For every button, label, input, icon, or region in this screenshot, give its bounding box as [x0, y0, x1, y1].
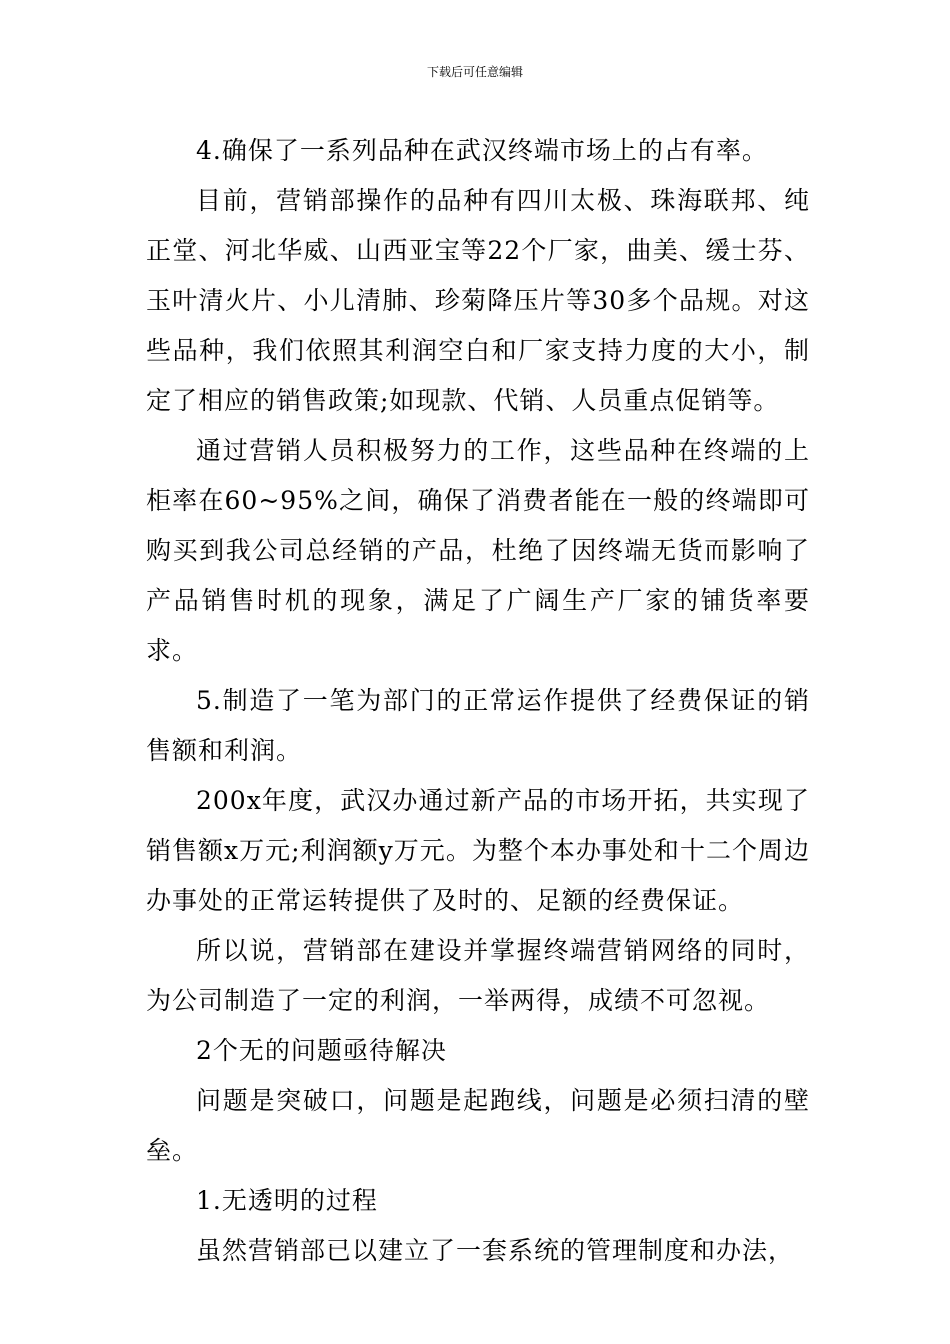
section-heading-1: 1.无透明的过程	[196, 1186, 378, 1215]
paragraph-problem-intro: 问题是突破口，问题是起跑线，问题是必须扫清的壁垒。	[146, 1086, 810, 1165]
paragraph-product-list: 目前，营销部操作的品种有四川太极、珠海联邦、纯正堂、河北华威、山西亚宝等22个厂家，曲美、缓士芬、玉叶清火片、小儿清肺、珍菊降压片等30多个品规。对这些品种，我们依照其利润空白和厂家支持力度的大小，制定了相应的销售政策;如现款、代销、人员重点促销等。	[146, 186, 810, 415]
section-heading-4: 4.确保了一系列品种在武汉终端市场上的占有率。	[196, 136, 768, 165]
paragraph-management-system: 虽然营销部已以建立了一套系统的管理制度和办法，	[196, 1236, 795, 1265]
paragraph-sales-profit: 200x年度，武汉办通过新产品的市场开拓，共实现了销售额x万元;利润额y万元。为整个本办事处和十二个周边办事处的正常运转提供了及时的、足额的经费保证。	[146, 786, 810, 915]
paragraph-conclusion: 所以说，营销部在建设并掌握终端营销网络的同时，为公司制造了一定的利润，一举两得，成绩不可忽视。	[146, 936, 810, 1015]
page-header: 下载后可任意编辑	[426, 65, 523, 79]
document-body	[146, 126, 810, 1276]
section-heading-problems: 2个无的问题亟待解决	[196, 1036, 447, 1065]
section-heading-5: 5.制造了一笔为部门的正常运作提供了经费保证的销售额和利润。	[146, 686, 810, 765]
paragraph-shelf-rate: 通过营销人员积极努力的工作，这些品种在终端的上柜率在60~95%之间，确保了消费者能在一般的终端即可购买到我公司总经销的产品，杜绝了因终端无货而影响了产品销售时机的现象，满足了广阔生产厂家的铺货率要求。	[146, 436, 810, 665]
